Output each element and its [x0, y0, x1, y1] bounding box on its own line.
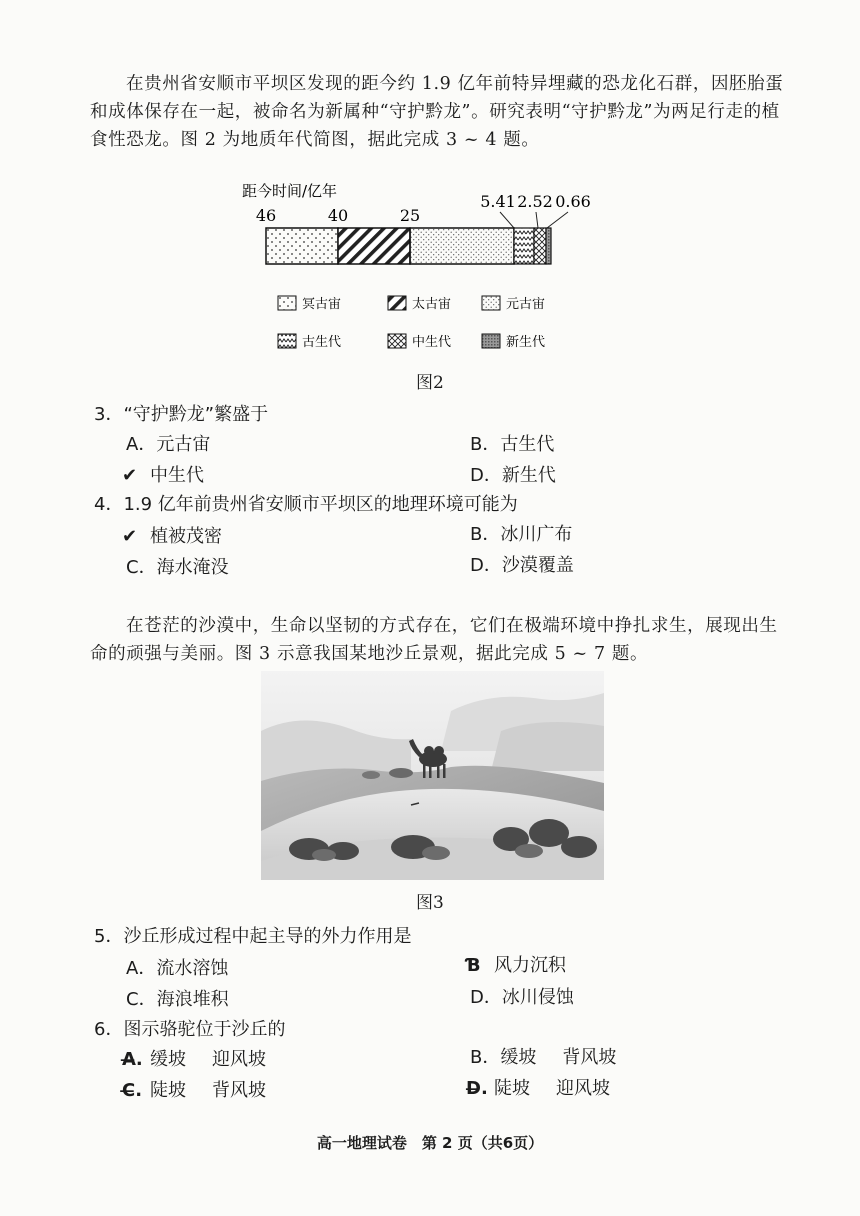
segment-paleozoic — [514, 228, 534, 264]
q4-option-d: D．沙漠覆盖 — [470, 555, 574, 576]
q6-option-c-text-2: 背风坡 — [212, 1080, 266, 1101]
q3-option-b: B．古生代 — [470, 434, 555, 455]
figure3-caption: 图3 — [416, 893, 444, 913]
handwritten-strike-mark: A̶. — [122, 1049, 143, 1070]
handwritten-strike-mark: D̶. — [466, 1078, 488, 1099]
q5-option-c: C．海浪堆积 — [126, 989, 229, 1010]
q5-option-b — [466, 951, 566, 977]
figure2-caption: 图2 — [416, 373, 444, 393]
axis-title: 距今时间/亿年 — [242, 182, 338, 200]
q6-option-a — [122, 1045, 266, 1071]
segment-hadean — [266, 228, 338, 264]
legend-swatch — [482, 334, 500, 348]
segment-proterozoic — [410, 228, 514, 264]
tick-label: 46 — [255, 206, 277, 225]
legend-swatch — [482, 296, 500, 310]
question-5-stem: 5．沙丘形成过程中起主导的外力作用是 — [94, 926, 412, 947]
intro-paragraph-2: 在苍茫的沙漠中，生命以坚韧的方式存在，它们在极端环境中挣扎求生，展现出生命的顽强与美丽。图 3 示意我国某地沙丘景观，据此完成 5 ~ 7 题。 — [90, 616, 778, 664]
question-3-stem: 3．“守护黔龙”繁盛于 — [94, 404, 269, 425]
q5-option-b-text: 风力沉积 — [494, 955, 566, 976]
q6-option-c-text-1: 陡坡 — [150, 1080, 186, 1101]
question-4-stem: 4．1.9 亿年前贵州省安顺市平坝区的地理环境可能为 — [94, 494, 518, 515]
segment-mesozoic — [534, 228, 546, 264]
legend-swatch — [278, 296, 296, 310]
legend-label: 新生代 — [506, 335, 546, 350]
q6-option-c — [122, 1076, 266, 1102]
q5-option-d: D．冰川侵蚀 — [470, 987, 574, 1008]
q6-option-b-text-2: 背风坡 — [562, 1047, 617, 1068]
q6-option-d-text-2: 迎风坡 — [556, 1078, 610, 1099]
legend-label: 元古宙 — [506, 297, 546, 312]
q6-option-b-text-1: B．缓坡 — [470, 1047, 537, 1068]
q4-option-a-text: 植被茂密 — [150, 526, 222, 547]
q6-option-b — [470, 1043, 616, 1069]
question-6-stem: 6．图示骆驼位于沙丘的 — [94, 1019, 286, 1040]
legend-swatch — [278, 334, 296, 348]
handwritten-check-mark: ✔ — [122, 465, 138, 486]
q6-option-a-text-1: 缓坡 — [150, 1049, 186, 1070]
handwritten-answer-mark: Ɓ — [466, 955, 481, 976]
q3-option-d: D．新生代 — [470, 465, 556, 486]
tick-label: 5.41 — [480, 192, 516, 211]
q4-option-b: B．冰川广布 — [470, 524, 573, 545]
segment-archean — [338, 228, 410, 264]
legend-swatch — [388, 334, 406, 348]
legend-label: 冥古宙 — [302, 297, 342, 312]
q3-option-a: A．元古宙 — [126, 434, 211, 455]
q5-option-a: A．流水溶蚀 — [126, 958, 229, 979]
intro-paragraph-1: 在贵州省安顺市平坝区发现的距今约 1.9 亿年前特异埋藏的恐龙化石群，因胚胎蛋和成体保存在一起，被命名为新属种“守护黔龙”。研究表明“守护黔龙”为两足行走的植食性恐龙。图 2 为地质年代简图，据此完成 3 ~ 4 题。 — [90, 74, 784, 150]
legend-swatch — [388, 296, 406, 310]
sand-dune-photo — [261, 671, 604, 880]
handwritten-check-mark: ✔ — [122, 526, 138, 547]
page-footer: 高一地理试卷 第 2 页（共6页） — [316, 1134, 544, 1152]
q6-option-a-text-2: 迎风坡 — [212, 1049, 266, 1070]
q6-option-d — [466, 1074, 610, 1100]
q4-option-c: C．海水淹没 — [126, 557, 229, 578]
segment-cenozoic — [546, 228, 551, 264]
tick-label: 40 — [327, 206, 349, 225]
q6-option-d-text-1: 陡坡 — [494, 1078, 530, 1099]
legend-label: 太古宙 — [412, 297, 452, 312]
handwritten-strike-mark: C̶. — [122, 1080, 143, 1101]
geologic-timescale-figure — [230, 176, 600, 366]
legend-label: 古生代 — [302, 335, 342, 350]
q3-option-c — [122, 461, 204, 487]
tick-label: 25 — [399, 206, 421, 225]
q4-option-a — [122, 522, 222, 548]
tick-label: 2.52 — [517, 192, 553, 211]
legend-label: 中生代 — [412, 335, 452, 350]
q3-option-c-text: 中生代 — [150, 465, 204, 486]
tick-label: 0.66 — [555, 192, 591, 211]
